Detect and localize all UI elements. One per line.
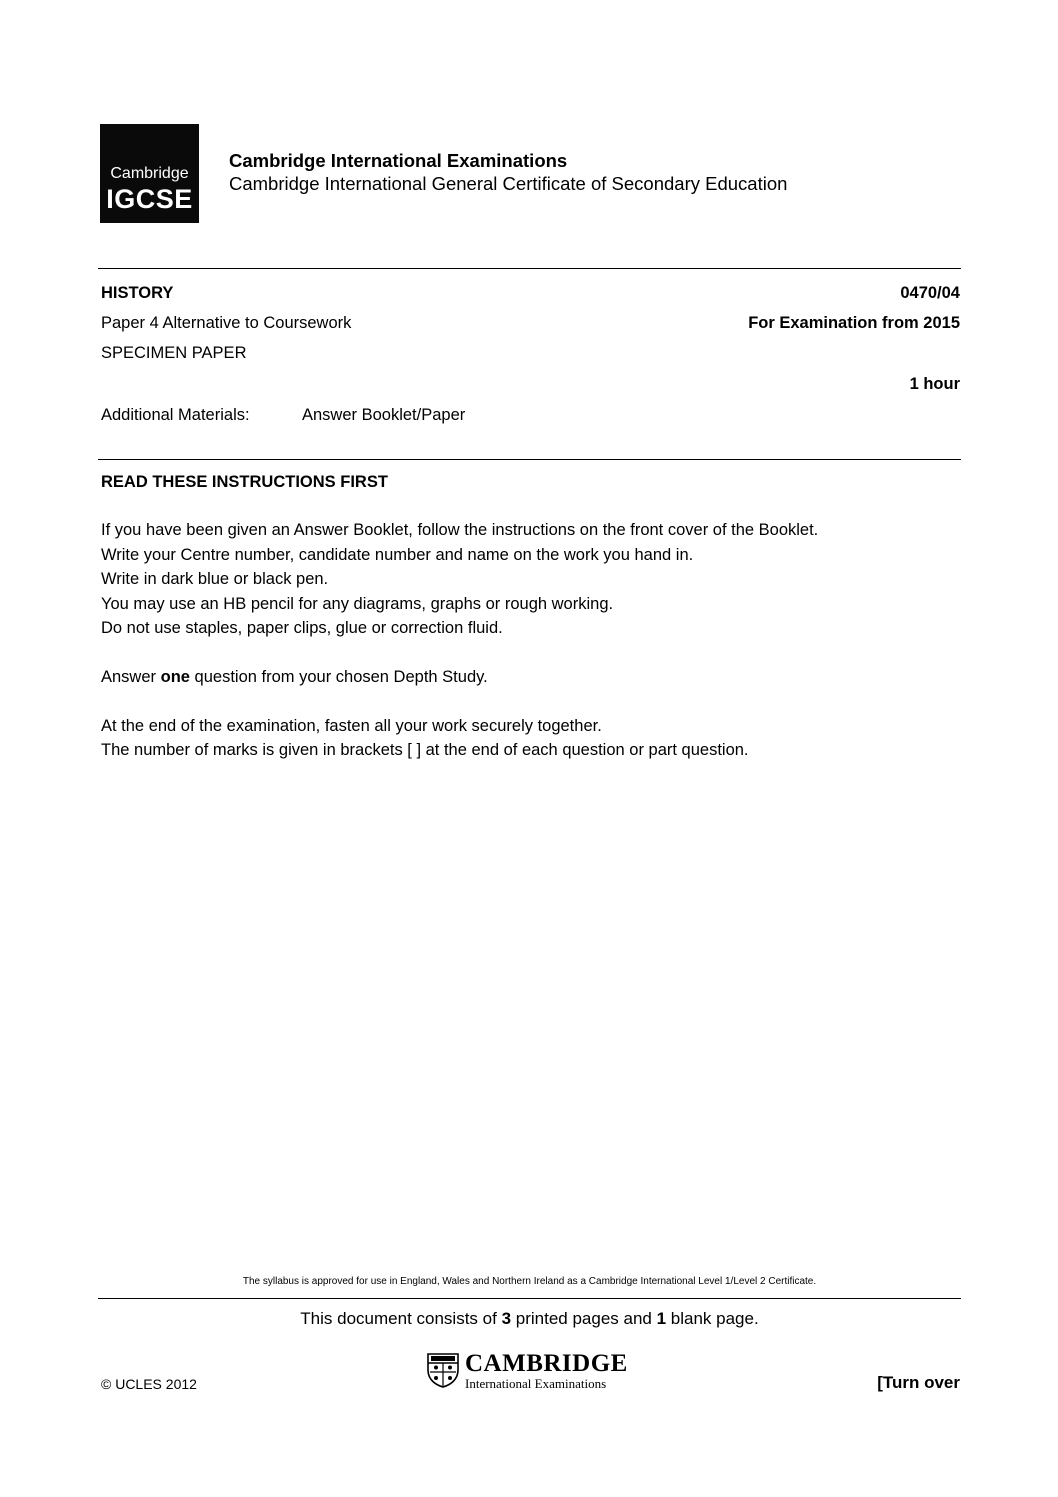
logo-big-text: IGCSE: [106, 184, 193, 214]
cambridge-crest-icon: [426, 1352, 460, 1388]
board-title: Cambridge International Examinations: [229, 150, 568, 171]
board-subtitle: Cambridge International General Certificate of Secondary Education: [229, 173, 788, 194]
materials-value: Answer Booklet/Paper: [302, 406, 466, 424]
pages-prefix: This document consists of: [300, 1309, 502, 1328]
instruction-line: If you have been given an Answer Booklet, follow the instructions on the front cover of the Booklet.: [101, 521, 819, 539]
copyright: © UCLES 2012: [101, 1376, 197, 1392]
pages-suffix: blank page.: [666, 1309, 759, 1328]
instructions-heading: READ THESE INSTRUCTIONS FIRST: [101, 473, 388, 491]
duration: 1 hour: [909, 375, 960, 393]
answer-count: one: [160, 667, 190, 686]
cambridge-name: CAMBRIDGE: [465, 1350, 628, 1377]
exam-from: For Examination from 2015: [748, 314, 960, 332]
footer-divider: [98, 1298, 961, 1299]
logo-small-text: Cambridge: [110, 165, 189, 182]
specimen-label: SPECIMEN PAPER: [101, 344, 247, 362]
igcse-logo: [100, 124, 199, 223]
page-count-note: [98, 1309, 961, 1329]
middle-divider: [98, 459, 961, 460]
instruction-line: Do not use staples, paper clips, glue or correction fluid.: [101, 619, 503, 638]
answer-suffix: question from your chosen Depth Study.: [189, 667, 488, 686]
instruction-line: Write in dark blue or black pen.: [101, 570, 329, 589]
cambridge-sub: International Examinations: [465, 1376, 607, 1391]
answer-prefix: Answer: [101, 667, 161, 686]
pages-blank: 1: [656, 1309, 667, 1328]
instruction-line: You may use an HB pencil for any diagrams, graphs or rough working.: [101, 594, 614, 613]
instruction-line: Write your Centre number, candidate number and name on the work you hand in.: [101, 545, 694, 564]
subject: HISTORY: [101, 284, 174, 302]
pages-middle: printed pages and: [511, 1309, 657, 1328]
pages-printed: 3: [501, 1309, 512, 1328]
answer-instruction: [101, 665, 818, 690]
turn-over: [Turn over: [877, 1373, 960, 1392]
instructions-block: [101, 518, 818, 763]
syllabus-note: The syllabus is approved for use in England, Wales and Northern Ireland as a Cambridge International Level 1/Level 2 Certificate.: [242, 1276, 817, 1287]
paper-code: 0470/04: [900, 284, 960, 302]
instruction-line: At the end of the examination, fasten all your work securely together.: [101, 716, 602, 735]
instruction-line: The number of marks is given in brackets [ ] at the end of each question or part question.: [101, 741, 749, 760]
paper-title: Paper 4 Alternative to Coursework: [101, 314, 352, 332]
top-divider: [98, 268, 961, 269]
cambridge-logo: [426, 1350, 636, 1394]
materials-label: Additional Materials:: [101, 406, 250, 424]
